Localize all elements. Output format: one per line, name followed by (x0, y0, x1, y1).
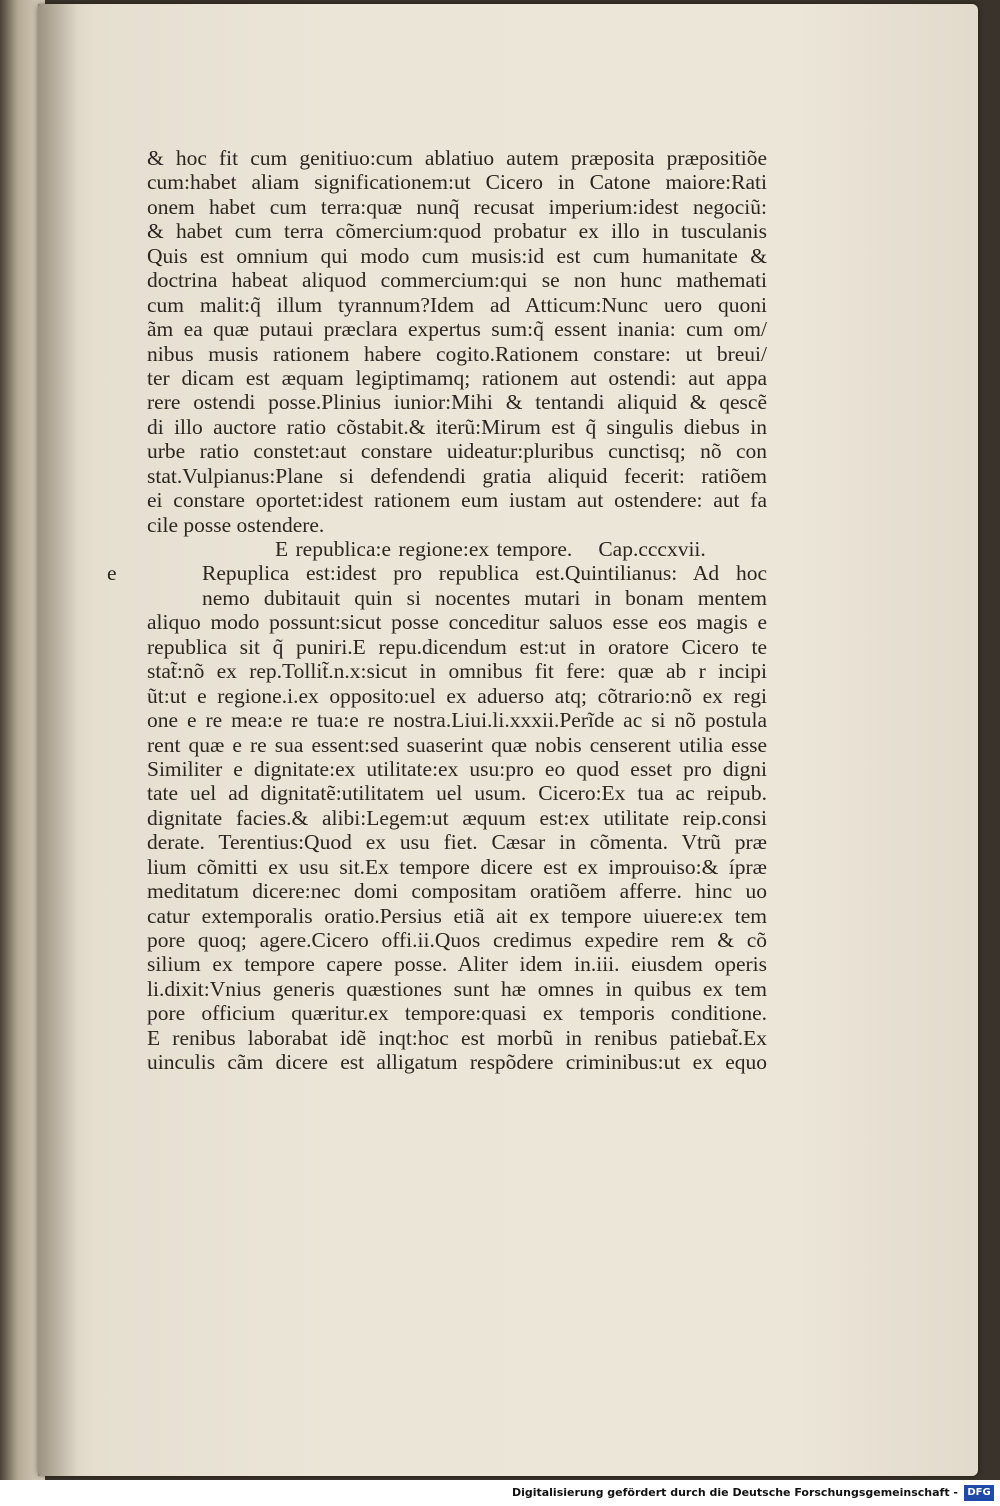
text-line: urbe ratio constet:aut constare uideatur:pluribus cunctisq; nõ con (147, 439, 767, 464)
text-line: catur extemporalis oratio.Persius etiã ait ex tempore uiuere:ex tem (147, 903, 767, 928)
text-line: cile posse ostendere. (147, 512, 325, 537)
text-line: ãm ea quæ putaui præclara expertus sum:q̃ essent inania: cum om/ (147, 317, 767, 342)
text-line: tate uel ad dignitatẽ:utilitatem uel usum. Cicero:Ex tua ac reipub. (147, 781, 767, 806)
chapter-number: Cap.cccxvii. (598, 537, 706, 561)
text-line: Repuplica est:idest pro republica est.Quintilianus: Ad hoc (202, 561, 767, 586)
text-line: lium cõmitti ex usu sit.Ex tempore dicere est ex improuiso:& ípræ (147, 854, 767, 879)
chapter-heading (147, 537, 767, 561)
text-line: pore quoq; agere.Cicero offi.ii.Quos credimus expedire rem & cõ (147, 928, 767, 952)
text-line: derate. Terentius:Quod ex usu fiet. Cæsar in cõmenta. Vtrũ præ (147, 830, 767, 855)
text-line: stat̃:nõ ex rep.Tollit̃.n.x:sicut in omnibus fit fere: quæ ab r incipi (147, 659, 767, 684)
text-line: Quis est omnium qui modo cum musis:id est cum humanitate & (147, 243, 767, 268)
text-line: E renibus laborabat idẽ inqt:hoc est morbũ in renibus patiebat̃.Ex (147, 1025, 767, 1050)
text-line: pore officium quæritur.ex tempore:quasi ex temporis conditione. (147, 1001, 767, 1026)
text-line: one e re mea:e re tua:e re nostra.Liui.li.xxxii.Perĩde ac si nõ postula (147, 708, 767, 733)
text-line: stat.Vulpianus:Plane si defendendi gratia aliquid fecerit: ratiõem (147, 463, 767, 488)
paragraph-1 (147, 146, 767, 537)
text-line: aliquo modo possunt:sicut posse conceditur saluos esse eos magis e (147, 610, 767, 635)
text-line: doctrina habeat aliquod commercium:qui se non hunc mathemati (147, 268, 767, 293)
text-line: cum:habet aliam significationem:ut Cicero in Catone maiore:Rati (147, 170, 767, 195)
text-line: nibus musis rationem habere cogito.Rationem constare: ut breui/ (147, 341, 767, 366)
text-line: li.dixit:Vnius generis quæstiones sunt hæ omnes in quibus ex tem (147, 976, 767, 1001)
initial-guide-letter: e (107, 561, 117, 586)
heading-title: E republica:e regione:ex tempore. (275, 537, 573, 561)
page-gutter-shadow (38, 4, 78, 1476)
text-line: & habet cum terra cõmercium:quod probatur ex illo in tusculanis (147, 219, 767, 244)
text-line: uinculis cãm dicere est alligatum respõdere criminibus:ut ex equo (147, 1050, 767, 1075)
text-line: ei constare oportet:idest rationem eum iustam aut ostendere: aut fa (147, 488, 767, 513)
paragraph-2 (107, 561, 767, 1075)
text-line: rere ostendi posse.Plinius iunior:Mihi & tentandi aliquid & qescẽ (147, 390, 767, 415)
text-line: silium ex tempore capere posse. Aliter idem in.iii. eiusdem operis (147, 952, 767, 977)
footer-bar (0, 1480, 1000, 1506)
text-line: di illo auctore ratio cõstabit.& iterũ:Mirum est q̃ singulis diebus in (147, 414, 767, 439)
footer-credit: Digitalisierung gefördert durch die Deutsche Forschungsgemeinschaft - (511, 1486, 958, 1499)
text-line: & hoc fit cum genitiuo:cum ablatiuo autem præposita præpositiõe (147, 146, 767, 170)
text-line: nemo dubitauit quin si nocentes mutari in bonam mentem (202, 585, 767, 610)
text-line: Similiter e dignitate:ex utilitate:ex usu:pro eo quod esset pro digni (147, 756, 767, 781)
text-line: rent quæ e re sua essent:sed suaserint quæ nobis censerent utilia esse (147, 732, 767, 757)
text-line: republica sit q̃ puniri.E repu.dicendum est:ut in oratore Cicero te (147, 634, 767, 659)
text-line: dignitate facies.& alibi:Legem:ut æquum est:ex utilitate reip.consi (147, 805, 767, 830)
text-line: cum malit:q̃ illum tyrannum?Idem ad Atticum:Nunc uero quoni (147, 292, 767, 317)
page-text (107, 146, 767, 1075)
text-line: onem habet cum terra:quæ nunq̃ recusat imperium:idest negociũ: (147, 194, 767, 219)
text-line: ũt:ut e regione.i.ex opposito:uel ex aduerso atq; cõtrario:nõ ex regi (147, 683, 767, 708)
text-line: ter dicam est æquam legiptimamq; rationem aut ostendi: aut appa (147, 365, 767, 390)
dfg-logo: DFG (964, 1485, 994, 1501)
text-line: meditatum dicere:nec domi compositam oratiõem afferre. hinc uo (147, 879, 767, 904)
